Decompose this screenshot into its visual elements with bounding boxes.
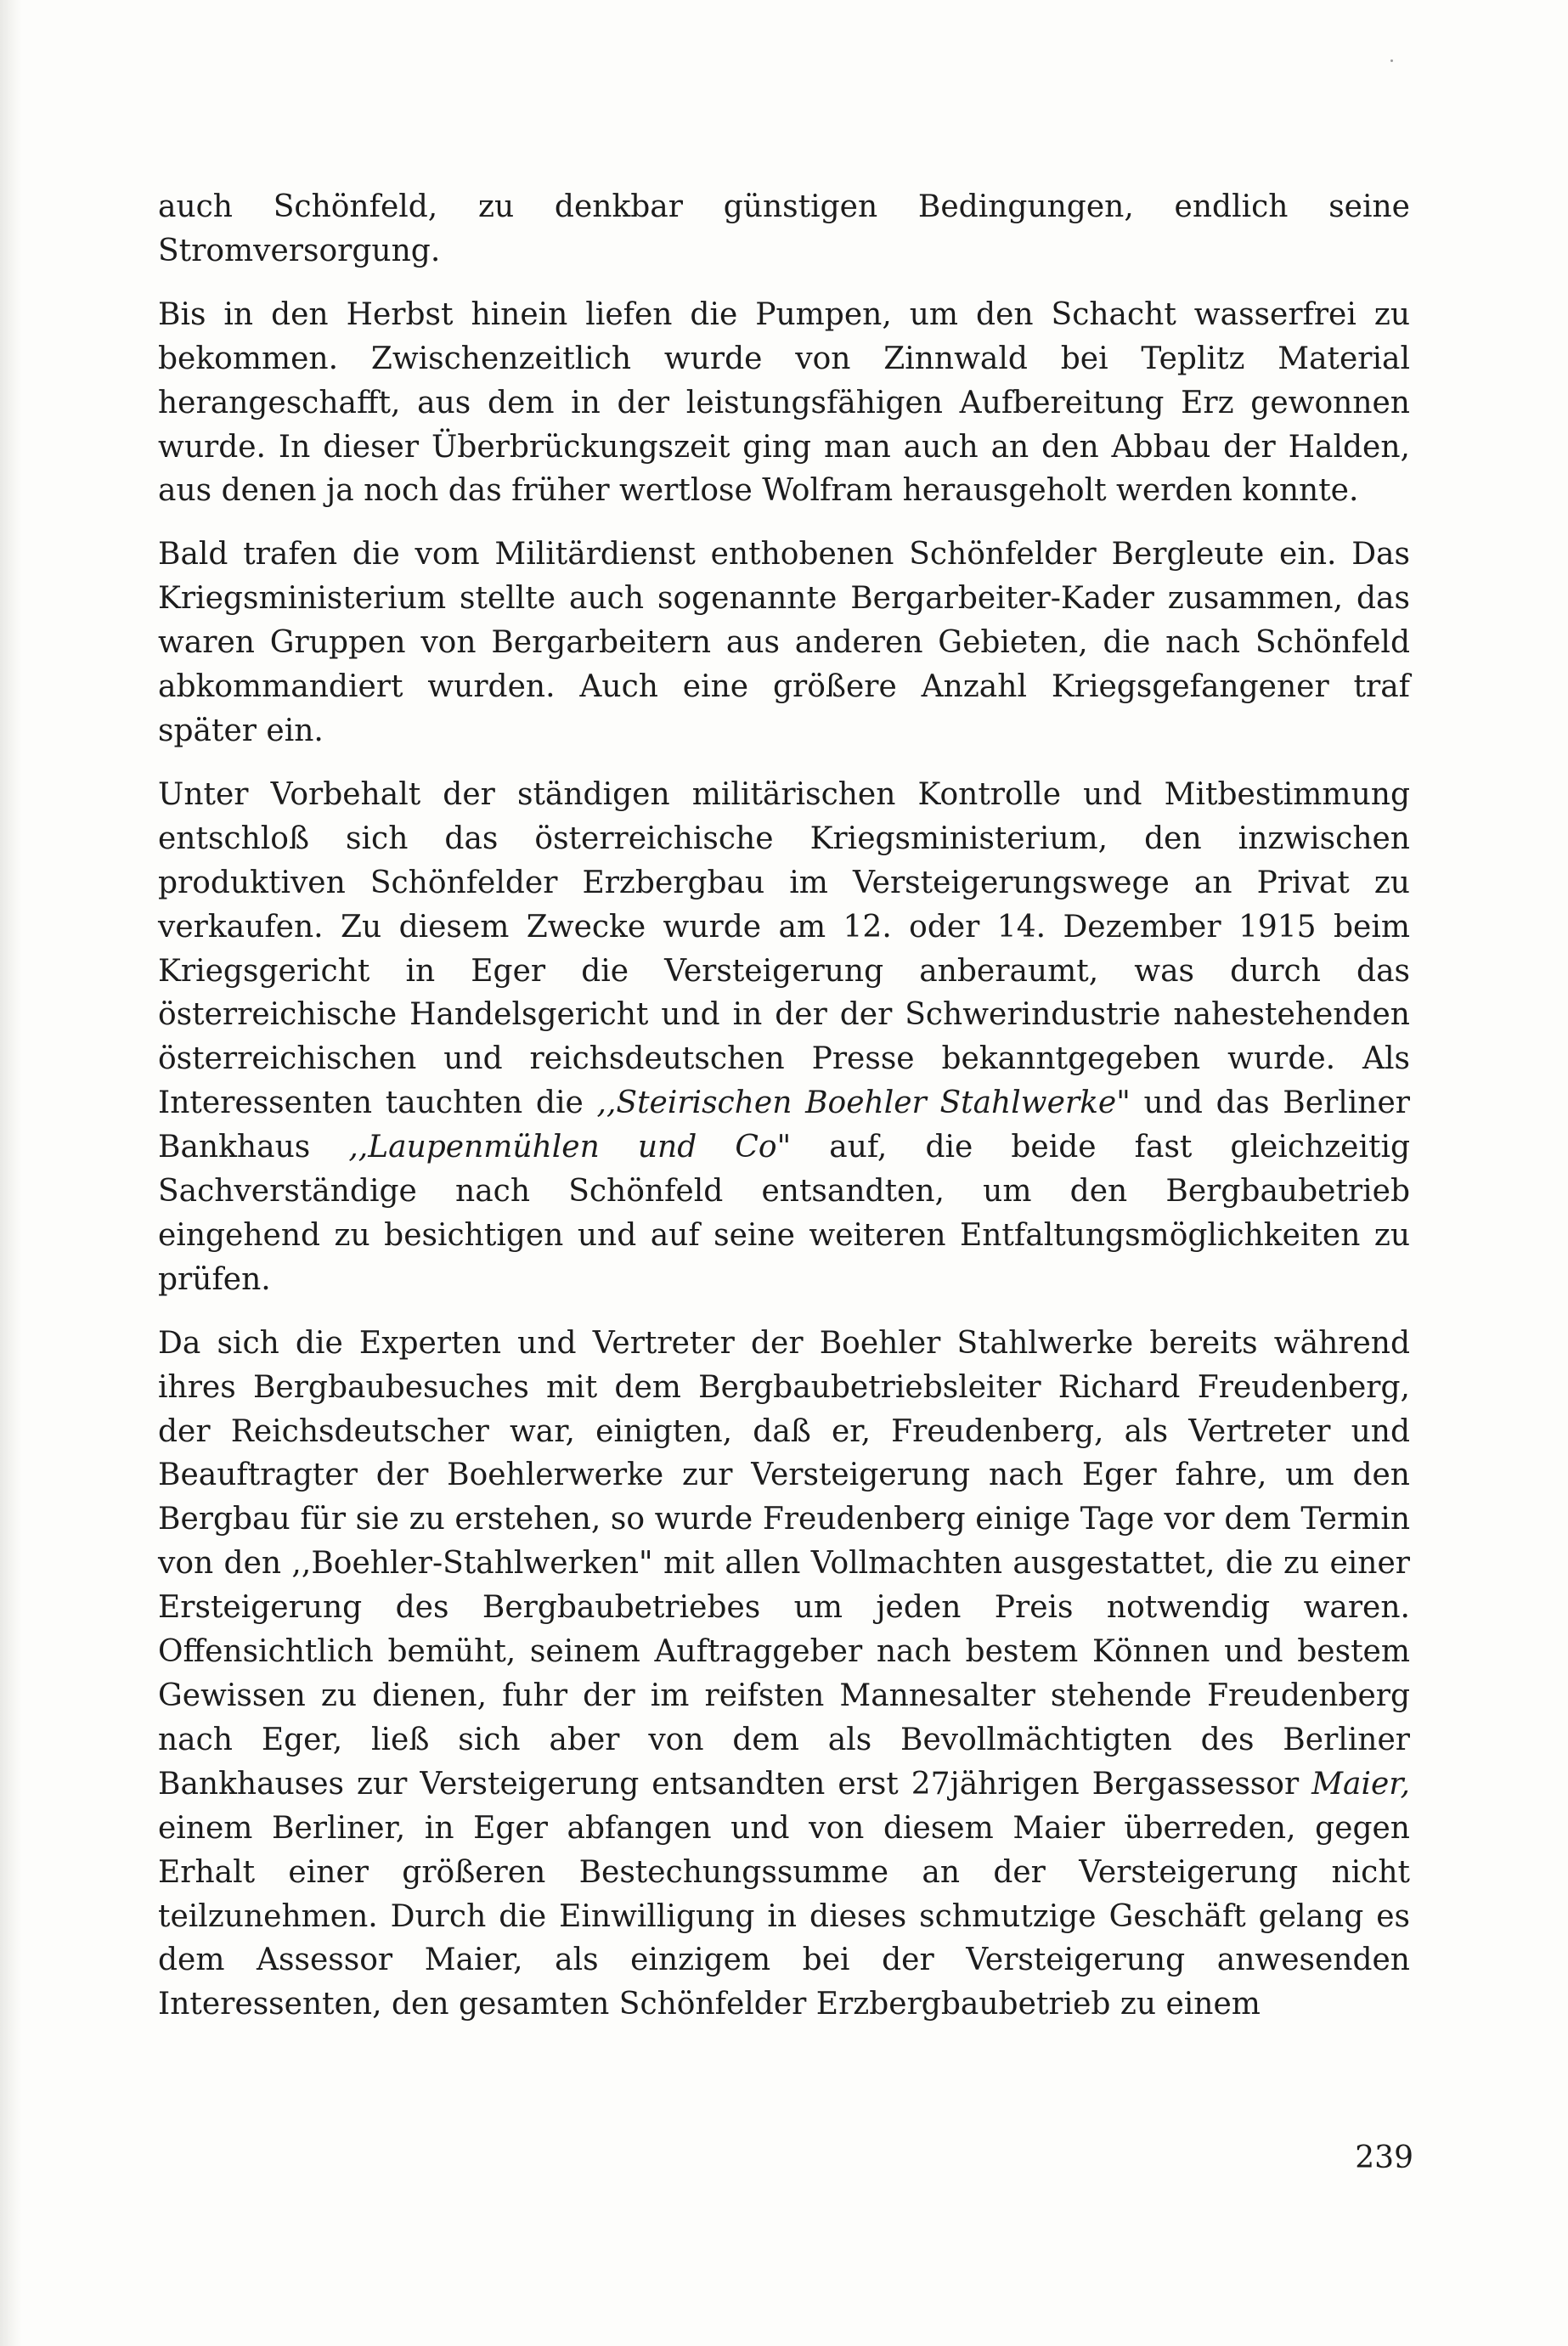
paragraph-text: einem Berliner, in Eger abfangen und von diesem Maier überreden, gegen Erhalt einer größeren Bestechungssumme an der Versteigerung nicht teilzunehmen. Durch die Einwilligung in dieses schmutzige Geschäft gelang es dem Assessor Maier, als einzigem bei der Versteigerung anwesenden Interessenten, den gesamten Schönfelder Erzbergbaubetrieb zu einem	[158, 1810, 1410, 2022]
italic-person-name-maier: Maier,	[1311, 1766, 1410, 1802]
paragraph-1	[158, 185, 1410, 274]
paragraph-text: Bis in den Herbst hinein liefen die Pumpen, um den Schacht wasserfrei zu bekommen. Zwischenzeitlich wurde von Zinnwald bei Teplitz Material herangeschafft, aus dem in der leistungsfähigen Aufbereitung Erz gewonnen wurde. In dieser Überbrückungszeit ging man auch an den Abbau der Halden, aus denen ja noch das früher wertlose Wolfram herausgeholt werden konnte.	[158, 296, 1410, 509]
scan-shadow-edge	[0, 0, 22, 2346]
paragraph-3	[158, 533, 1410, 753]
paragraph-text: Bald trafen die vom Militärdienst enthobenen Schönfelder Bergleute ein. Das Kriegsministerium stellte auch sogenannte Bergarbeiter-Kader zusammen, das waren Gruppen von Bergarbeitern aus anderen Gebieten, die nach Schönfeld abkommandiert wurden. Auch eine größere Anzahl Kriegsgefangener traf später ein.	[158, 537, 1410, 748]
paragraph-text: Da sich die Experten und Vertreter der Boehler Stahlwerke bereits während ihres Bergbaubesuches mit dem Bergbaubetriebsleiter Richard Freudenberg, der Reichsdeutscher war, einigten, daß er, Freudenberg, als Vertreter und Beauftragter der Boehlerwerke zur Versteigerung nach Eger fahre, um den Bergbau für sie zu erstehen, so wurde Freudenberg einige Tage vor dem Termin von den ,,Boehler-Stahlwerken" mit allen Vollmachten ausgestattet, die zu einer Ersteigerung des Bergbaubetriebes um jeden Preis notwendig waren. Offensichtlich bemüht, seinem Auftraggeber nach bestem Können und bestem Gewissen zu dienen, fuhr der im reifsten Mannesalter stehende Freudenberg nach Eger, ließ sich aber von dem als Bevollmächtigten des Berliner Bankhauses zur Versteigerung entsandten erst 27jährigen Bergassessor	[158, 1325, 1410, 1802]
paragraph-5	[158, 1322, 1410, 2027]
page-number: 239	[1355, 2140, 1413, 2175]
scan-speck	[1390, 59, 1393, 62]
paragraph-text: auch Schönfeld, zu denkbar günstigen Bedingungen, endlich seine Stromversorgung.	[158, 189, 1410, 268]
italic-company-name-laupenmuehlen: ,,Laupenmühlen und Co"	[348, 1130, 792, 1165]
paragraph-text: auf, die beide fast gleichzeitig Sachverständige nach Schönfeld entsandten, um den Bergbaubetrieb eingehend zu besichtigen und auf seine weiteren Entfaltungsmöglichkeiten zu prüfen.	[158, 1130, 1410, 1297]
paragraph-text: und das Berliner Bankhaus	[158, 1086, 1410, 1165]
paragraph-4	[158, 773, 1410, 1302]
paragraph-text: Unter Vorbehalt der ständigen militärischen Kontrolle und Mitbestimmung entschloß sich das österreichische Kriegsministerium, den inzwischen produktiven Schönfelder Erzbergbau im Versteigerungswege an Privat zu verkaufen. Zu diesem Zwecke wurde am 12. oder 14. Dezember 1915 beim Kriegsgericht in Eger die Versteigerung anberaumt, was durch das österreichische Handelsgericht und in der der Schwerindustrie nahestehenden österreichischen und reichsdeutschen Presse bekanntgegeben wurde. Als Interessenten tauchten die	[158, 776, 1410, 1121]
italic-company-name-boehler: ,,Steirischen Boehler Stahlwerke"	[596, 1086, 1131, 1121]
book-page-body	[158, 185, 1410, 2027]
paragraph-2	[158, 293, 1410, 514]
